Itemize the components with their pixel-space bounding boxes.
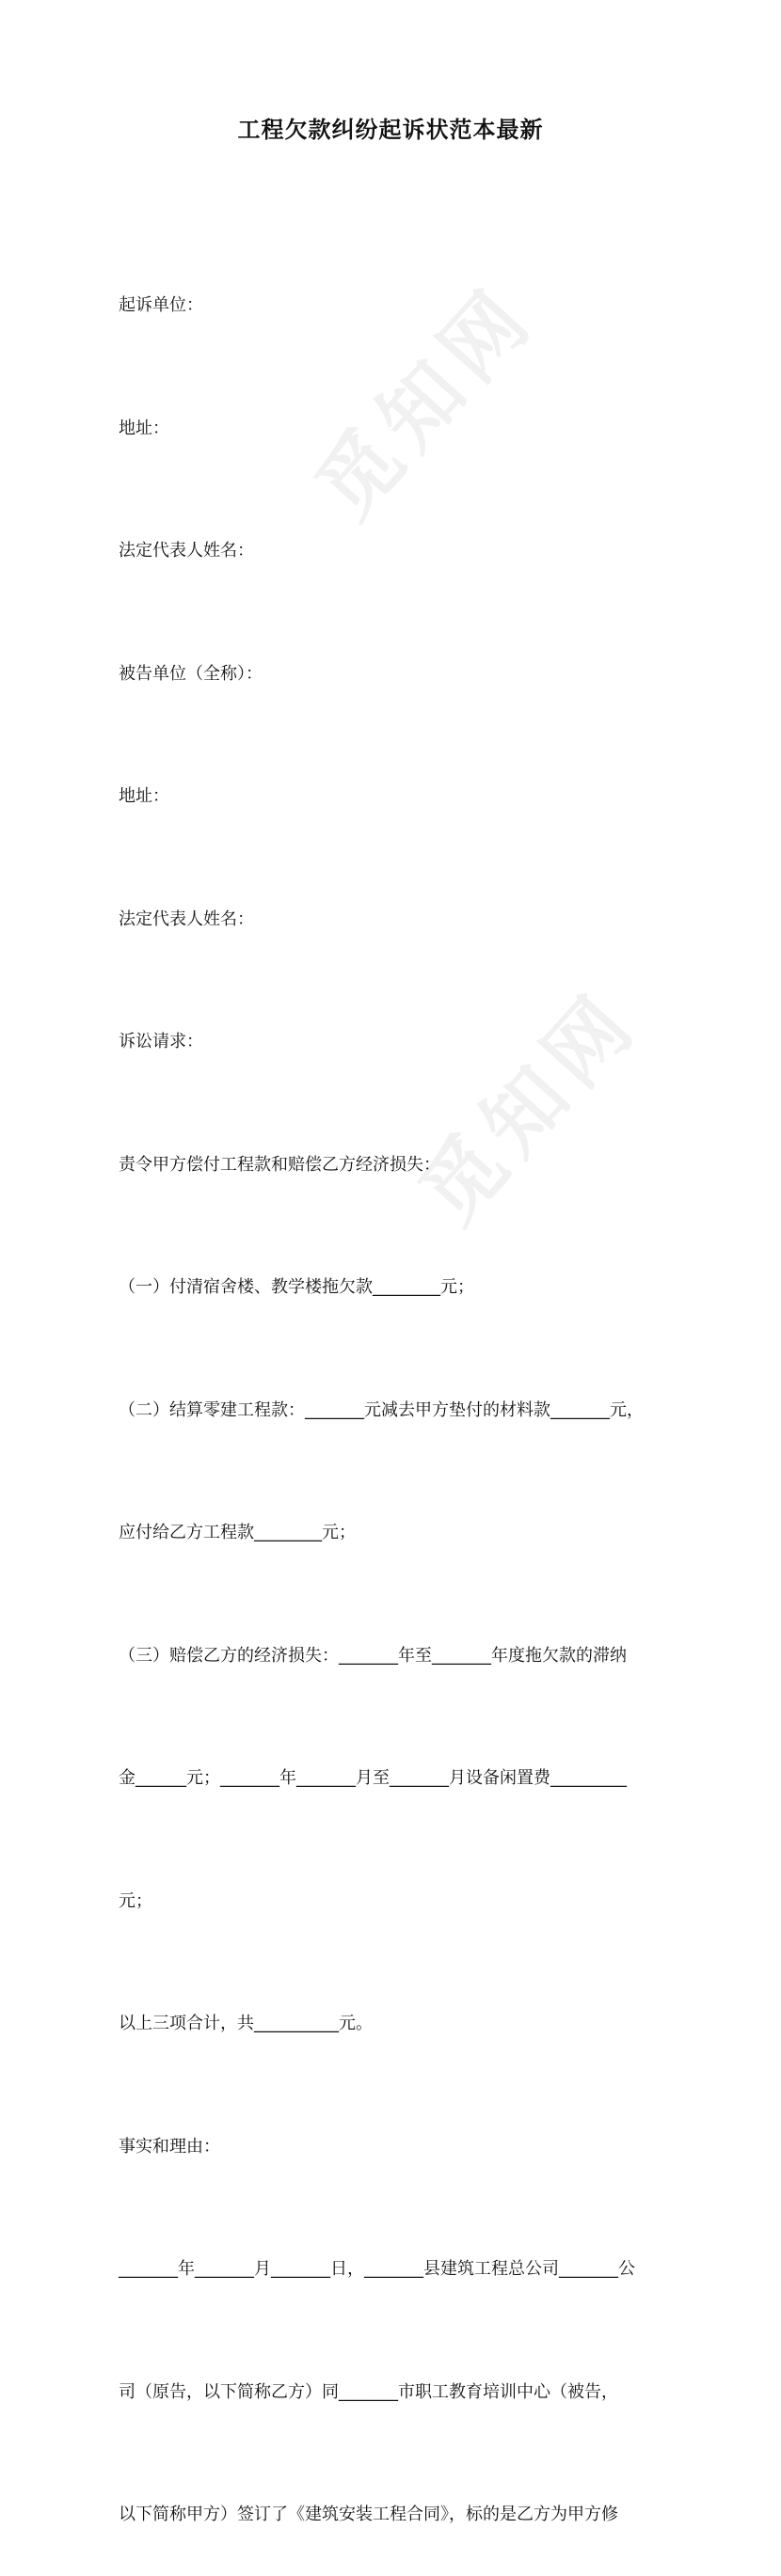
field-defendant-representative: 法定代表人姓名： [119,909,254,929]
claims-heading: 诉讼请求： [119,1032,203,1051]
field-defendant-address: 地址： [119,786,169,806]
watermark: 觅知网 [298,267,554,537]
watermark-bottom: 觅知网 [402,972,658,1242]
document-body [119,203,668,2576]
facts-line-3: 以下简称甲方）签订了《建筑安装工程合同》，标的是乙方为甲方修 [119,2505,618,2524]
claim-3-line-2: 金______元；_______年_______月至_______月设备闲置费_________ [119,1768,627,1788]
field-defendant: 被告单位（全称）： [119,663,263,684]
field-plaintiff: 起诉单位： [119,295,203,315]
claims-total: 以上三项合计，共__________元。 [119,2014,373,2033]
field-plaintiff-representative: 法定代表人姓名： [119,541,254,561]
claim-1: （一）付清宿舍楼、教学楼拖欠款________元； [119,1277,474,1297]
facts-line-2: 司（原告，以下简称乙方）同_______市职工教育培训中心（被告， [119,2381,618,2402]
facts-heading: 事实和理由： [119,2136,220,2157]
claim-3-line-3: 元； [119,1890,152,1911]
claim-3-line-1: （三）赔偿乙方的经济损失：_______年至_______年度拖欠款的滞纳 [119,1645,627,1666]
facts-line-1: _______年_______月_______日，_______县建筑工程总公司_______公 [119,2259,635,2279]
document-title: 工程欠款纠纷起诉状范本最新 [237,117,544,143]
claim-2-line-2: 应付给乙方工程款________元； [119,1523,356,1542]
claim-2-line-1: （二）结算零建工程款：_______元减去甲方垫付的材料款_______元， [119,1399,644,1420]
field-plaintiff-address: 地址： [119,418,169,438]
claims-intro: 责令甲方偿付工程款和赔偿乙方经济损失： [119,1154,440,1175]
